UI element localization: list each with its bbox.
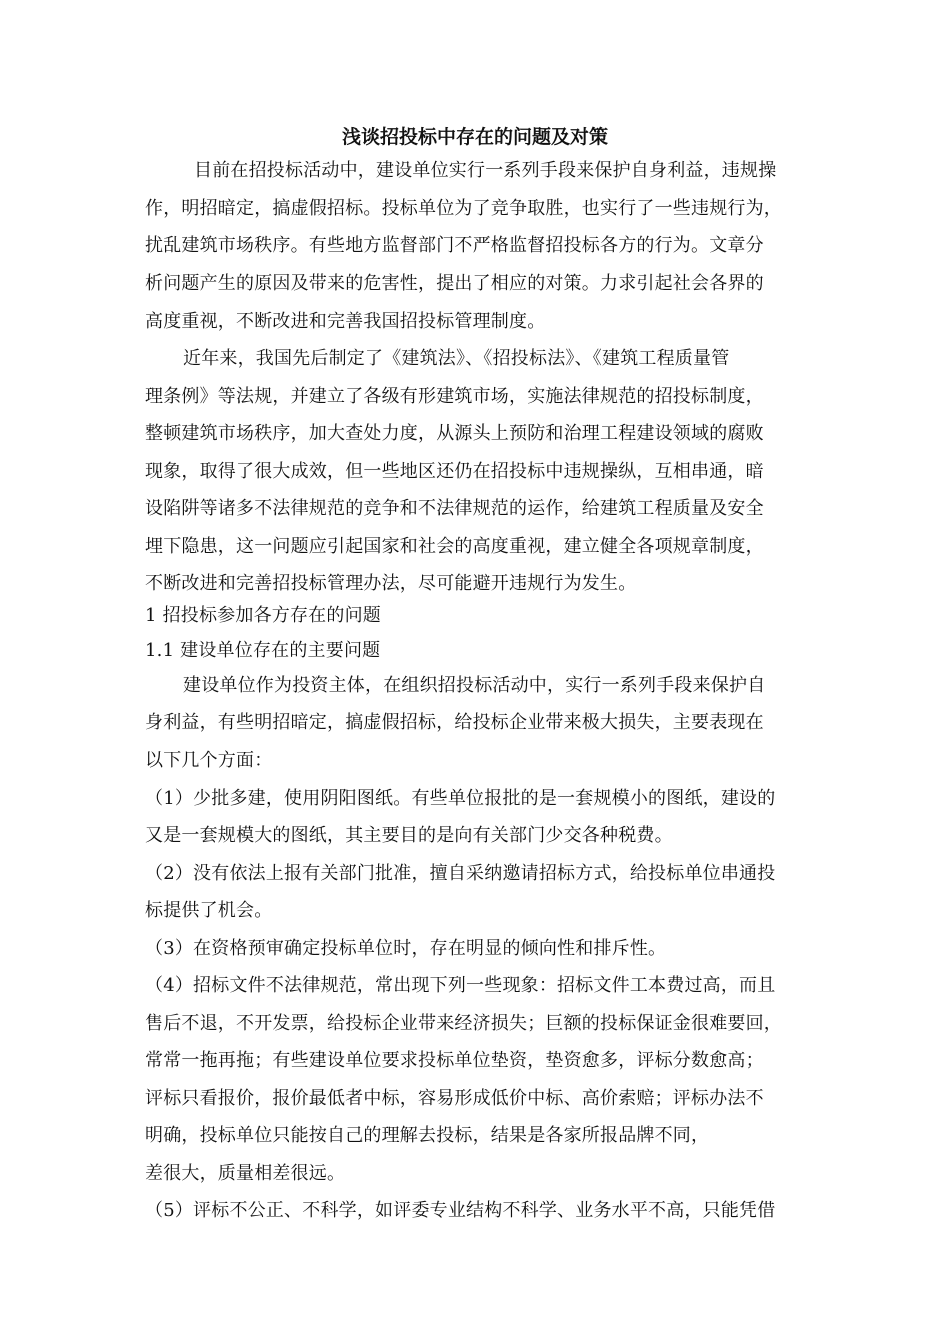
list-item-line: 售后不退，不开发票，给投标企业带来经济损失；巨额的投标保证金很难要回， (145, 1013, 782, 1034)
paragraph-line: 整顿建筑市场秩序，加大查处力度，从源头上预防和治理工程建设领域的腐败 (145, 423, 764, 444)
list-item-line: 常常一拖再拖；有些建设单位要求投标单位垫资，垫资愈多，评标分数愈高； (145, 1050, 764, 1071)
document-title: 浅谈招投标中存在的问题及对策 (341, 126, 608, 148)
list-item-line: 又是一套规模大的图纸，其主要目的是向有关部门少交各种税费。 (145, 825, 673, 846)
list-item-line: 明确，投标单位只能按自己的理解去投标，结果是各家所报品牌不同， (145, 1125, 710, 1146)
paragraph-line: 设陷阱等诸多不法律规范的竞争和不法律规范的运作，给建筑工程质量及安全 (145, 498, 764, 519)
list-item-line: 标提供了机会。 (145, 900, 273, 921)
list-item-line: 差很大，质量相差很远。 (145, 1163, 346, 1184)
paragraph-line: 目前在招投标活动中，建设单位实行一系列手段来保护自身利益，违规操 (194, 160, 777, 181)
paragraph-line: 以下几个方面： (145, 750, 273, 771)
paragraph-line: 身利益，有些明招暗定，搞虚假招标，给投标企业带来极大损失，主要表现在 (145, 712, 764, 733)
subsection-heading: 1.1 建设单位存在的主要问题 (145, 640, 381, 661)
paragraph-line: 理条例》等法规，并建立了各级有形建筑市场，实施法律规范的招投标制度， (145, 386, 764, 407)
paragraph-line: 现象，取得了很大成效，但一些地区还仍在招投标中违规操纵，互相串通，暗 (145, 461, 764, 482)
paragraph-line: 近年来，我国先后制定了《建筑法》、《招投标法》、《建筑工程质量管 (183, 348, 730, 369)
paragraph-line: 作，明招暗定，搞虚假招标。投标单位为了竞争取胜，也实行了一些违规行为， (145, 198, 782, 219)
paragraph-line: 高度重视，不断改进和完善我国招投标管理制度。 (145, 311, 546, 332)
paragraph-line: 扰乱建筑市场秩序。有些地方监督部门不严格监督招投标各方的行为。文章分 (145, 235, 764, 256)
paragraph-line: 不断改进和完善招投标管理办法，尽可能避开违规行为发生。 (145, 573, 637, 594)
paragraph-line: 建设单位作为投资主体，在组织招投标活动中，实行一系列手段来保护自 (183, 675, 766, 696)
list-item-line: （5）评标不公正、不科学，如评委专业结构不科学、业务水平不高，只能凭借 (145, 1200, 776, 1221)
list-item-line: （4）招标文件不法律规范，常出现下列一些现象：招标文件工本费过高，而且 (145, 975, 776, 996)
paragraph-line: 析问题产生的原因及带来的危害性，提出了相应的对策。力求引起社会各界的 (145, 273, 764, 294)
list-item-line: （3）在资格预审确定投标单位时，存在明显的倾向性和排斥性。 (145, 938, 667, 959)
paragraph-line: 埋下隐患，这一问题应引起国家和社会的高度重视，建立健全各项规章制度， (145, 536, 764, 557)
section-heading: 1 招投标参加各方存在的问题 (145, 605, 381, 626)
list-item-line: （1）少批多建，使用阴阳图纸。有些单位报批的是一套规模小的图纸，建设的 (145, 788, 776, 809)
list-item-line: 评标只看报价，报价最低者中标，容易形成低价中标、高价索赔；评标办法不 (145, 1088, 764, 1109)
list-item-line: （2）没有依法上报有关部门批准，擅自采纳邀请招标方式，给投标单位串通投 (145, 863, 776, 884)
